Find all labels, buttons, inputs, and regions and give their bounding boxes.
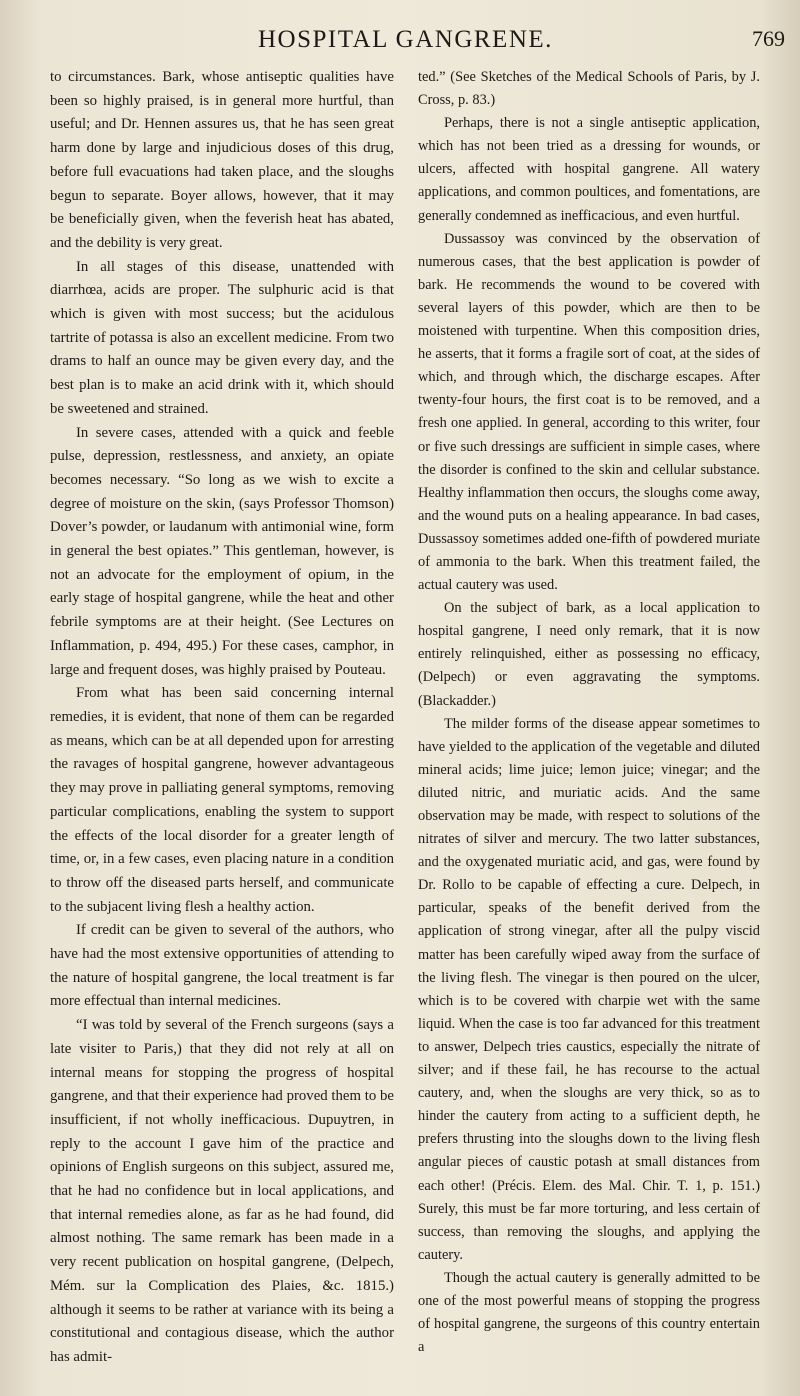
paragraph: Though the actual cautery is generally admitted to be one of the most powerful means of stopping the progress of hospital gangrene, the surgeons of this country entertain a (418, 1269, 760, 1356)
paragraph: The milder forms of the disease appear sometimes to have yielded to the application of the vegetable and diluted mineral acids; lime juice; lemon juice; vinegar; and the diluted nitric, and muriatic acids. And the same observation may be made, with respect to solutions of the nitrates of silver and mercury. The two latter substances, and the oxygenated muriatic acid, and gas, were found by Dr. Rollo to be capable of effecting a cure. Delpech, in particular, speaks of the benefit derived from the application of strong vinegar, after all the pulpy viscid matter has been carefully wiped away from the surface of the living flesh. The vinegar is then poured on the ulcer, which is to be covered with charpie wet with the same liquid. When the case is too far advanced for this treatment to answer, Delpech tries caustics, especially the nitrate of silver; and if these fail, he has recourse to the actual cautery, and, when the sloughs are very thick, so as to hinder the cautery from acting to a sufficient depth, he prefers thrusting into the sloughs down to the living flesh angular pieces of caustic potash at small distances from each other! (Précis. Elem. des Mal. Chir. T. 1, p. 151.) Surely, this must be far more torturing, and less certain of success, than removing the sloughs, and applying the cautery. (418, 715, 760, 1263)
paragraph: “I was told by several of the French surgeons (says a late visiter to Paris,) that they did not rely at all on internal means for stopping the progress of hospital gangrene, and that their experience had proved them to be insufficient, if not wholly inefficacious. Dupuytren, in reply to the account I gave him of the practice and opinions of English surgeons on this subject, assured me, that he had no confidence but in local applications, and that internal remedies alone, as far as he had found, did almost nothing. The same remark has been made in a very recent publication on hospital gangrene, (Delpech, Mém. sur la Complication des Plaies, &c. 1815.) although it seems to be rather at variance with its being a constitutional and contagious disease, which the author has admit- (50, 1017, 394, 1365)
paragraph: If credit can be given to several of the authors, who have had the most extensive opportunities of attending to the nature of hospital gangrene, the local treatment is far more effectual than internal medicines. (50, 922, 394, 1010)
right-column (418, 66, 760, 1359)
paragraph: In severe cases, attended with a quick and feeble pulse, depression, restlessness, and anxiety, an opiate becomes necessary. “So long as we wish to excite a degree of moisture on the skin, (says Professor Thomson) Dover’s powder, or laudanum with antimonial wine, form in general the best opiates.” This gentleman, however, is not an advocate for the employment of opium, in the early stage of hospital gangrene, while the heat and other febrile symptoms are at their height. (See Lectures on Inflammation, p. 494, 495.) For these cases, camphor, in large and frequent doses, was highly praised by Pouteau. (50, 424, 394, 678)
running-title: HOSPITAL GANGRENE. (258, 26, 553, 53)
paragraph: Dussassoy was convinced by the observation of numerous cases, that the best application is powder of bark. He recommends the wound to be covered with several layers of this powder, which are then to be moistened with turpentine. When this composition dries, he asserts, that it forms a fragile sort of coat, at the sides of which, and through which, the discharge escapes. After twenty-four hours, the first coat is to be removed, and a fresh one applied. In general, according to this writer, four or five such dressings are sufficient in simple cases, where the disorder is confined to the skin and cellular substance. Healthy inflammation then occurs, the sloughs come away, and the wound puts on a healing appearance. In bad cases, Dussassoy sometimes added one-fifth of powdered muriate of ammonia to the bark. When this treatment failed, the actual cautery was used. (418, 230, 760, 594)
paragraph: From what has been said concerning internal remedies, it is evident, that none of them can be regarded as means, which can be at all depended upon for arresting the ravages of hospital gangrene, however advantageous they may prove in palliating general symptoms, removing particular complications, enabling the system to support the effects of the local disorder for a greater length of time, or, in a few cases, even placing nature in a condition to throw off the diseased parts herself, and communicate to the subjacent living flesh a healthy action. (50, 685, 394, 915)
paragraph: to circumstances. Bark, whose antiseptic qualities have been so highly praised, is in general more hurtful, than useful; and Dr. Hennen assures us, that he has seen great harm done by large and injudicious doses of this drug, before full evacuations had taken place, and the sloughs begun to separate. Boyer allows, however, that it may be beneficially given, when the feverish heat has abated, and the debility is very great. (50, 69, 394, 251)
paragraph: On the subject of bark, as a local application to hospital gangrene, I need only remark, that it is now entirely relinquished, either as possessing no efficacy, (Delpech) or even aggravating the symptoms. (Blackadder.) (418, 600, 760, 709)
paragraph: Perhaps, there is not a single antiseptic application, which has not been tried as a dressing for wounds, or ulcers, affected with hospital gangrene. All watery applications, and common poultices, and fomentations, are generally condemned as inefficacious, and even hurtful. (418, 115, 760, 224)
paragraph: In all stages of this disease, unattended with diarrhœa, acids are proper. The sulphuric acid is that which is given with most success; but the acidulous tartrite of potassa is also an excellent medicine. From two drams to half an ounce may be given every day, and the best plan is to make an acid drink with it, which should be sweetened and strained. (50, 258, 394, 417)
running-head (0, 14, 800, 58)
page-number: 769 (752, 26, 785, 51)
left-column (50, 66, 394, 1370)
paragraph: ted.” (See Sketches of the Medical Schools of Paris, by J. Cross, p. 83.) (418, 69, 760, 109)
